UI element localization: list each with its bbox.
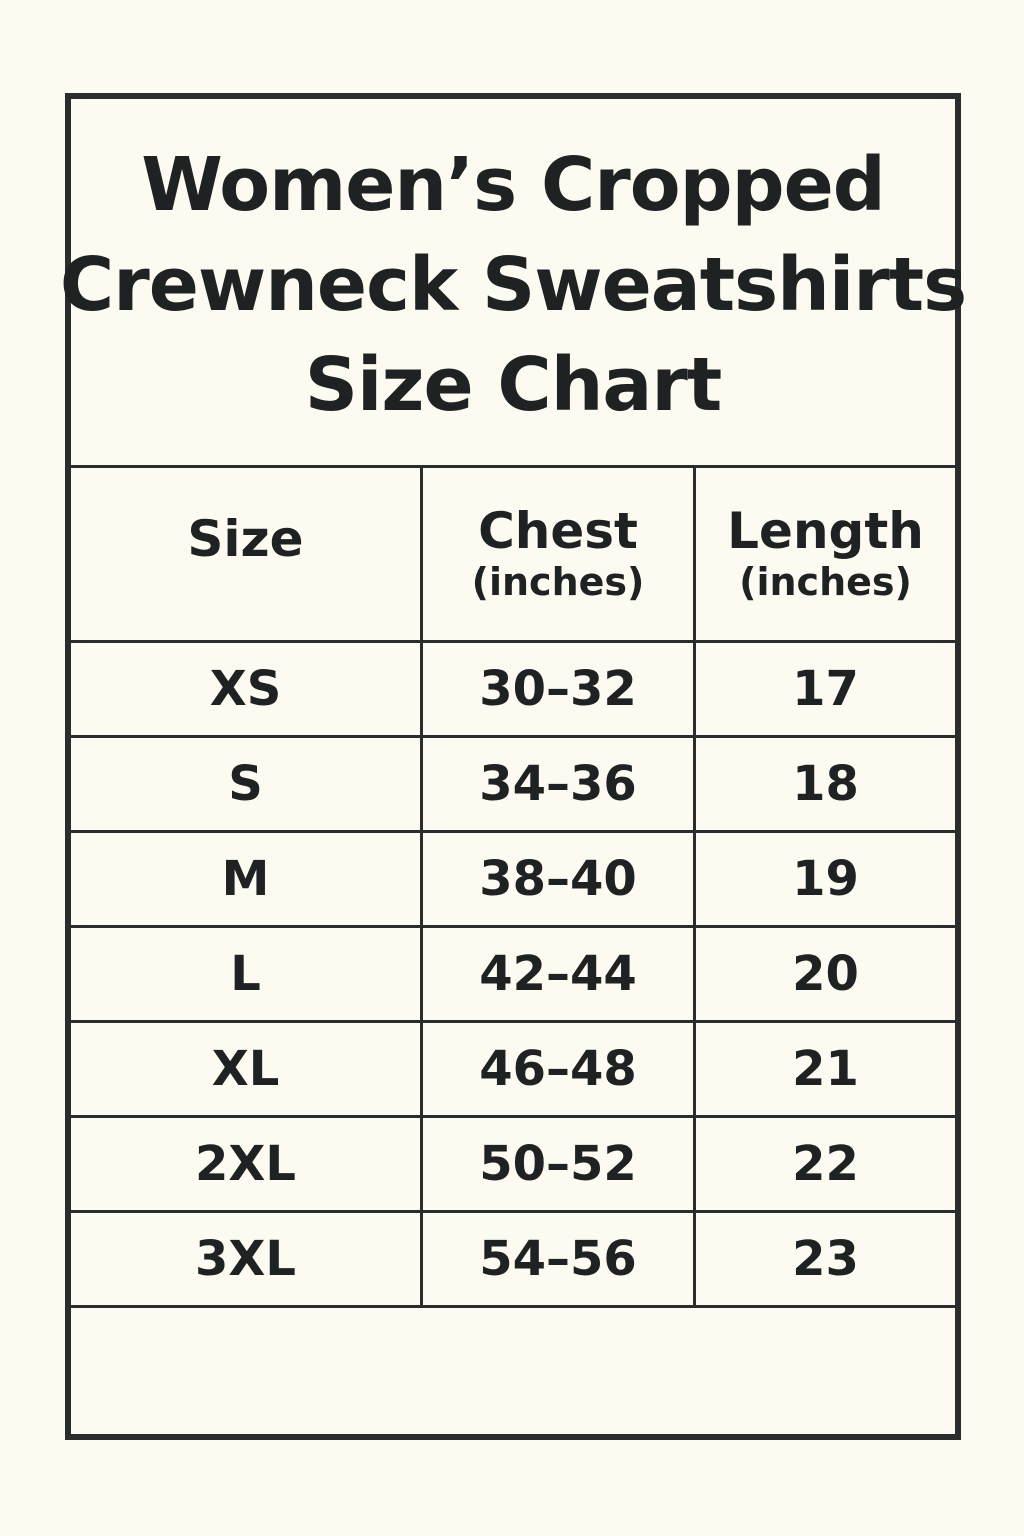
title-line-3: Size Chart — [304, 342, 722, 428]
table-row — [71, 1022, 955, 1117]
table-row — [71, 832, 955, 927]
chest-cell: 54–56 — [422, 1212, 695, 1307]
length-cell: 18 — [695, 737, 956, 832]
length-cell: 22 — [695, 1117, 956, 1212]
length-cell: 20 — [695, 927, 956, 1022]
chest-cell: 46–48 — [422, 1022, 695, 1117]
table-row — [71, 642, 955, 737]
table-row — [71, 1212, 955, 1307]
header-chest-label: Chest — [478, 502, 638, 560]
table-row — [71, 1117, 955, 1212]
chest-cell: 30–32 — [422, 642, 695, 737]
size-cell: M — [71, 832, 422, 927]
size-chart-frame — [59, 93, 967, 1440]
chest-cell: 42–44 — [422, 927, 695, 1022]
size-cell: XL — [71, 1022, 422, 1117]
length-cell: 19 — [695, 832, 956, 927]
header-chest-unit: (inches) — [471, 560, 645, 604]
chest-cell: 38–40 — [422, 832, 695, 927]
length-cell: 21 — [695, 1022, 956, 1117]
size-cell: 3XL — [71, 1212, 422, 1307]
header-size — [71, 468, 422, 642]
chart-title — [59, 99, 967, 468]
title-line-1: Women’s Cropped — [141, 142, 885, 228]
header-length-unit: (inches) — [739, 560, 912, 604]
header-size-label: Size — [187, 510, 304, 568]
header-chest — [422, 468, 695, 642]
table-header-row — [71, 468, 955, 642]
table-row — [71, 927, 955, 1022]
length-cell: 23 — [695, 1212, 956, 1307]
table-row — [71, 737, 955, 832]
title-line-2: Crewneck Sweatshirts — [59, 242, 967, 328]
chest-cell: 50–52 — [422, 1117, 695, 1212]
header-length — [695, 468, 956, 642]
length-cell: 17 — [695, 642, 956, 737]
size-cell: XS — [71, 642, 422, 737]
size-cell: S — [71, 737, 422, 832]
header-length-label: Length — [727, 502, 924, 560]
chest-cell: 34–36 — [422, 737, 695, 832]
size-cell: 2XL — [71, 1117, 422, 1212]
size-table — [71, 468, 955, 1308]
size-cell: L — [71, 927, 422, 1022]
